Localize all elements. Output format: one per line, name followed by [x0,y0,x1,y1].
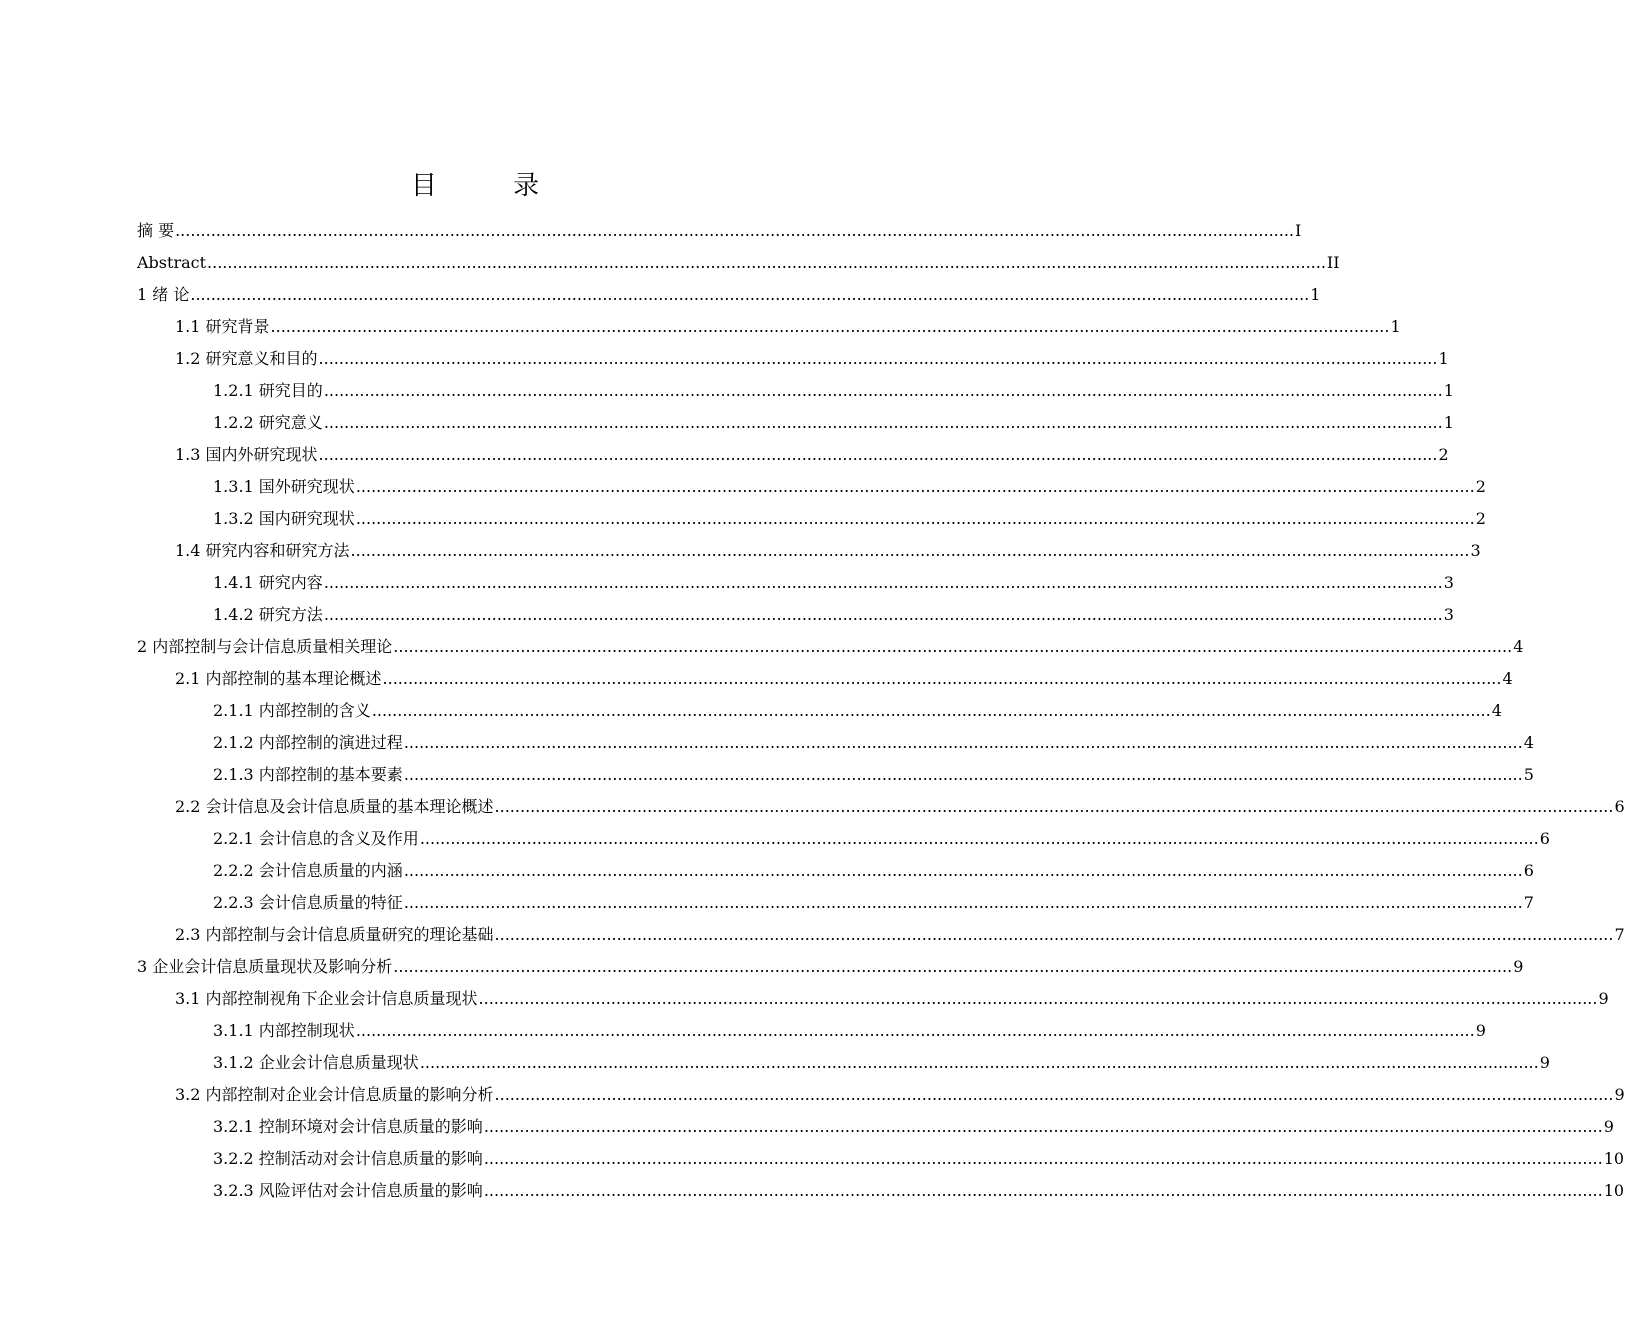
toc-dot-leader: ............................................................................................................................................................................................................................ [371,701,1491,720]
toc-entry-page-number: II [1326,253,1340,272]
toc-entry[interactable] [137,375,1454,407]
toc-dot-leader: ............................................................................................................................................................................................................................ [318,445,1438,464]
toc-dot-leader: ............................................................................................................................................................................................................................ [350,541,1470,560]
toc-entry[interactable] [137,599,1454,631]
toc-entry[interactable] [137,791,1625,823]
toc-entry-label: 3.1.1 内部控制现状 [213,1021,355,1040]
toc-entry-label: 2.1.1 内部控制的含义 [213,701,371,720]
toc-entry-label: 1.2.2 研究意义 [213,413,323,432]
toc-entry-page-number: 10 [1603,1181,1625,1200]
toc-entry-page-number: 10 [1603,1149,1625,1168]
toc-entry[interactable] [137,631,1524,663]
toc-entry-page-number: 6 [1614,797,1625,816]
toc-entry-label: 2.1.2 内部控制的演进过程 [213,733,403,752]
toc-dot-leader: ............................................................................................................................................................................................................................ [323,605,1443,624]
toc-entry-page-number: 9 [1614,1085,1625,1104]
toc-entry-page-number: 7 [1523,893,1534,912]
toc-entry-label: 2.1.3 内部控制的基本要素 [213,765,403,784]
toc-dot-leader: ............................................................................................................................................................................................................................ [419,1053,1539,1072]
toc-entry-label: 2 内部控制与会计信息质量相关理论 [137,637,393,656]
toc-entry-page-number: 3 [1443,605,1454,624]
toc-entry-label: 1.4.1 研究内容 [213,573,323,592]
toc-entry-label: 1.2 研究意义和目的 [175,349,318,368]
toc-entry[interactable] [137,535,1481,567]
toc-entry-page-number: 4 [1491,701,1502,720]
toc-entry[interactable] [137,215,1302,247]
toc-entry[interactable] [137,1175,1625,1207]
toc-entry[interactable] [137,1143,1625,1175]
toc-dot-leader: ............................................................................................................................................................................................................................ [494,797,1614,816]
toc-entry-page-number: 9 [1603,1117,1614,1136]
toc-dot-leader: ............................................................................................................................................................................................................................ [355,1021,1475,1040]
toc-entry-label: 3.2.1 控制环境对会计信息质量的影响 [213,1117,483,1136]
toc-entry-label: 2.3 内部控制与会计信息质量研究的理论基础 [175,925,494,944]
toc-entry[interactable] [137,1079,1625,1111]
toc-entry[interactable] [137,823,1550,855]
toc-entry-label: 1.3.2 国内研究现状 [213,509,355,528]
toc-entry-page-number: 7 [1614,925,1625,944]
toc-entry[interactable] [137,407,1454,439]
toc-entry-page-number: 4 [1502,669,1513,688]
toc-dot-leader: ............................................................................................................................................................................................................................ [403,861,1523,880]
toc-entry[interactable] [137,855,1534,887]
toc-entry[interactable] [137,439,1449,471]
toc-entry-label: 1 绪 论 [137,285,190,304]
toc-entry-page-number: 1 [1310,285,1321,304]
toc-dot-leader: ............................................................................................................................................................................................................................ [403,733,1523,752]
toc-entry[interactable] [137,727,1534,759]
toc-entry-label: 2.2.3 会计信息质量的特征 [213,893,403,912]
toc-entry-page-number: 9 [1598,989,1609,1008]
toc-list [137,215,1625,1207]
toc-entry-label: 3 企业会计信息质量现状及影响分析 [137,957,393,976]
toc-dot-leader: ............................................................................................................................................................................................................................ [382,669,1502,688]
toc-entry[interactable] [137,1015,1486,1047]
toc-entry-label: 3.1 内部控制视角下企业会计信息质量现状 [175,989,478,1008]
toc-entry[interactable] [137,951,1524,983]
toc-entry-label: 1.1 研究背景 [175,317,270,336]
toc-dot-leader: ............................................................................................................................................................................................................................ [323,381,1443,400]
toc-dot-leader: ............................................................................................................................................................................................................................ [355,477,1475,496]
toc-dot-leader: ............................................................................................................................................................................................................................ [323,413,1443,432]
toc-dot-leader: ............................................................................................................................................................................................................................ [483,1149,1603,1168]
toc-entry-page-number: 2 [1475,509,1486,528]
toc-entry[interactable] [137,567,1454,599]
toc-dot-leader: ............................................................................................................................................................................................................................ [190,285,1310,304]
toc-entry-label: 2.2.2 会计信息质量的内涵 [213,861,403,880]
toc-dot-leader: ............................................................................................................................................................................................................................ [355,509,1475,528]
toc-dot-leader: ............................................................................................................................................................................................................................ [207,253,1326,272]
toc-dot-leader: ............................................................................................................................................................................................................................ [494,925,1614,944]
toc-entry-page-number: 1 [1438,349,1449,368]
toc-entry-label: 2.2 会计信息及会计信息质量的基本理论概述 [175,797,494,816]
toc-entry-page-number: I [1295,221,1302,240]
toc-entry-page-number: 4 [1513,637,1524,656]
toc-dot-leader: ............................................................................................................................................................................................................................ [175,221,1294,240]
toc-entry-page-number: 2 [1438,445,1449,464]
toc-dot-leader: ............................................................................................................................................................................................................................ [403,765,1523,784]
toc-entry[interactable] [137,1111,1614,1143]
toc-dot-leader: ............................................................................................................................................................................................................................ [403,893,1523,912]
toc-entry-label: 3.2.3 风险评估对会计信息质量的影响 [213,1181,483,1200]
toc-entry[interactable] [137,279,1321,311]
toc-dot-leader: ............................................................................................................................................................................................................................ [494,1085,1614,1104]
toc-dot-leader: ............................................................................................................................................................................................................................ [483,1181,1603,1200]
toc-dot-leader: ............................................................................................................................................................................................................................ [419,829,1539,848]
toc-entry-page-number: 9 [1475,1021,1486,1040]
toc-title: 目 录 [410,171,574,201]
toc-entry-label: Abstract [137,253,207,272]
toc-entry[interactable] [137,919,1625,951]
toc-entry[interactable] [137,695,1502,727]
toc-entry-page-number: 4 [1523,733,1534,752]
toc-entry-label: 1.3 国内外研究现状 [175,445,318,464]
toc-entry-label: 3.2.2 控制活动对会计信息质量的影响 [213,1149,483,1168]
toc-entry[interactable] [137,247,1340,279]
toc-entry[interactable] [137,343,1449,375]
toc-dot-leader: ............................................................................................................................................................................................................................ [318,349,1438,368]
toc-entry-page-number: 1 [1443,381,1454,400]
toc-dot-leader: ............................................................................................................................................................................................................................ [393,957,1513,976]
toc-entry-page-number: 2 [1475,477,1486,496]
toc-entry[interactable] [137,663,1513,695]
toc-entry[interactable] [137,1047,1550,1079]
toc-entry-page-number: 9 [1539,1053,1550,1072]
toc-entry-label: 3.1.2 企业会计信息质量现状 [213,1053,419,1072]
toc-entry-page-number: 6 [1539,829,1550,848]
toc-entry[interactable] [137,887,1534,919]
toc-entry-page-number: 1 [1390,317,1401,336]
toc-entry-label: 1.3.1 国外研究现状 [213,477,355,496]
toc-entry-page-number: 1 [1443,413,1454,432]
toc-entry-label: 3.2 内部控制对企业会计信息质量的影响分析 [175,1085,494,1104]
toc-entry-page-number: 3 [1443,573,1454,592]
toc-entry-label: 2.1 内部控制的基本理论概述 [175,669,382,688]
toc-entry[interactable] [137,983,1609,1015]
toc-entry-page-number: 5 [1523,765,1534,784]
toc-dot-leader: ............................................................................................................................................................................................................................ [323,573,1443,592]
toc-dot-leader: ............................................................................................................................................................................................................................ [270,317,1390,336]
toc-entry[interactable] [137,311,1401,343]
toc-entry-label: 1.2.1 研究目的 [213,381,323,400]
toc-entry-page-number: 6 [1523,861,1534,880]
toc-entry[interactable] [137,471,1486,503]
toc-entry[interactable] [137,759,1534,791]
toc-entry-label: 摘 要 [137,221,175,240]
toc-entry-page-number: 9 [1513,957,1524,976]
toc-entry-page-number: 3 [1470,541,1481,560]
toc-dot-leader: ............................................................................................................................................................................................................................ [483,1117,1603,1136]
toc-entry-label: 1.4 研究内容和研究方法 [175,541,350,560]
toc-dot-leader: ............................................................................................................................................................................................................................ [478,989,1598,1008]
toc-dot-leader: ............................................................................................................................................................................................................................ [393,637,1513,656]
toc-entry-label: 2.2.1 会计信息的含义及作用 [213,829,419,848]
toc-entry[interactable] [137,503,1486,535]
toc-entry-label: 1.4.2 研究方法 [213,605,323,624]
